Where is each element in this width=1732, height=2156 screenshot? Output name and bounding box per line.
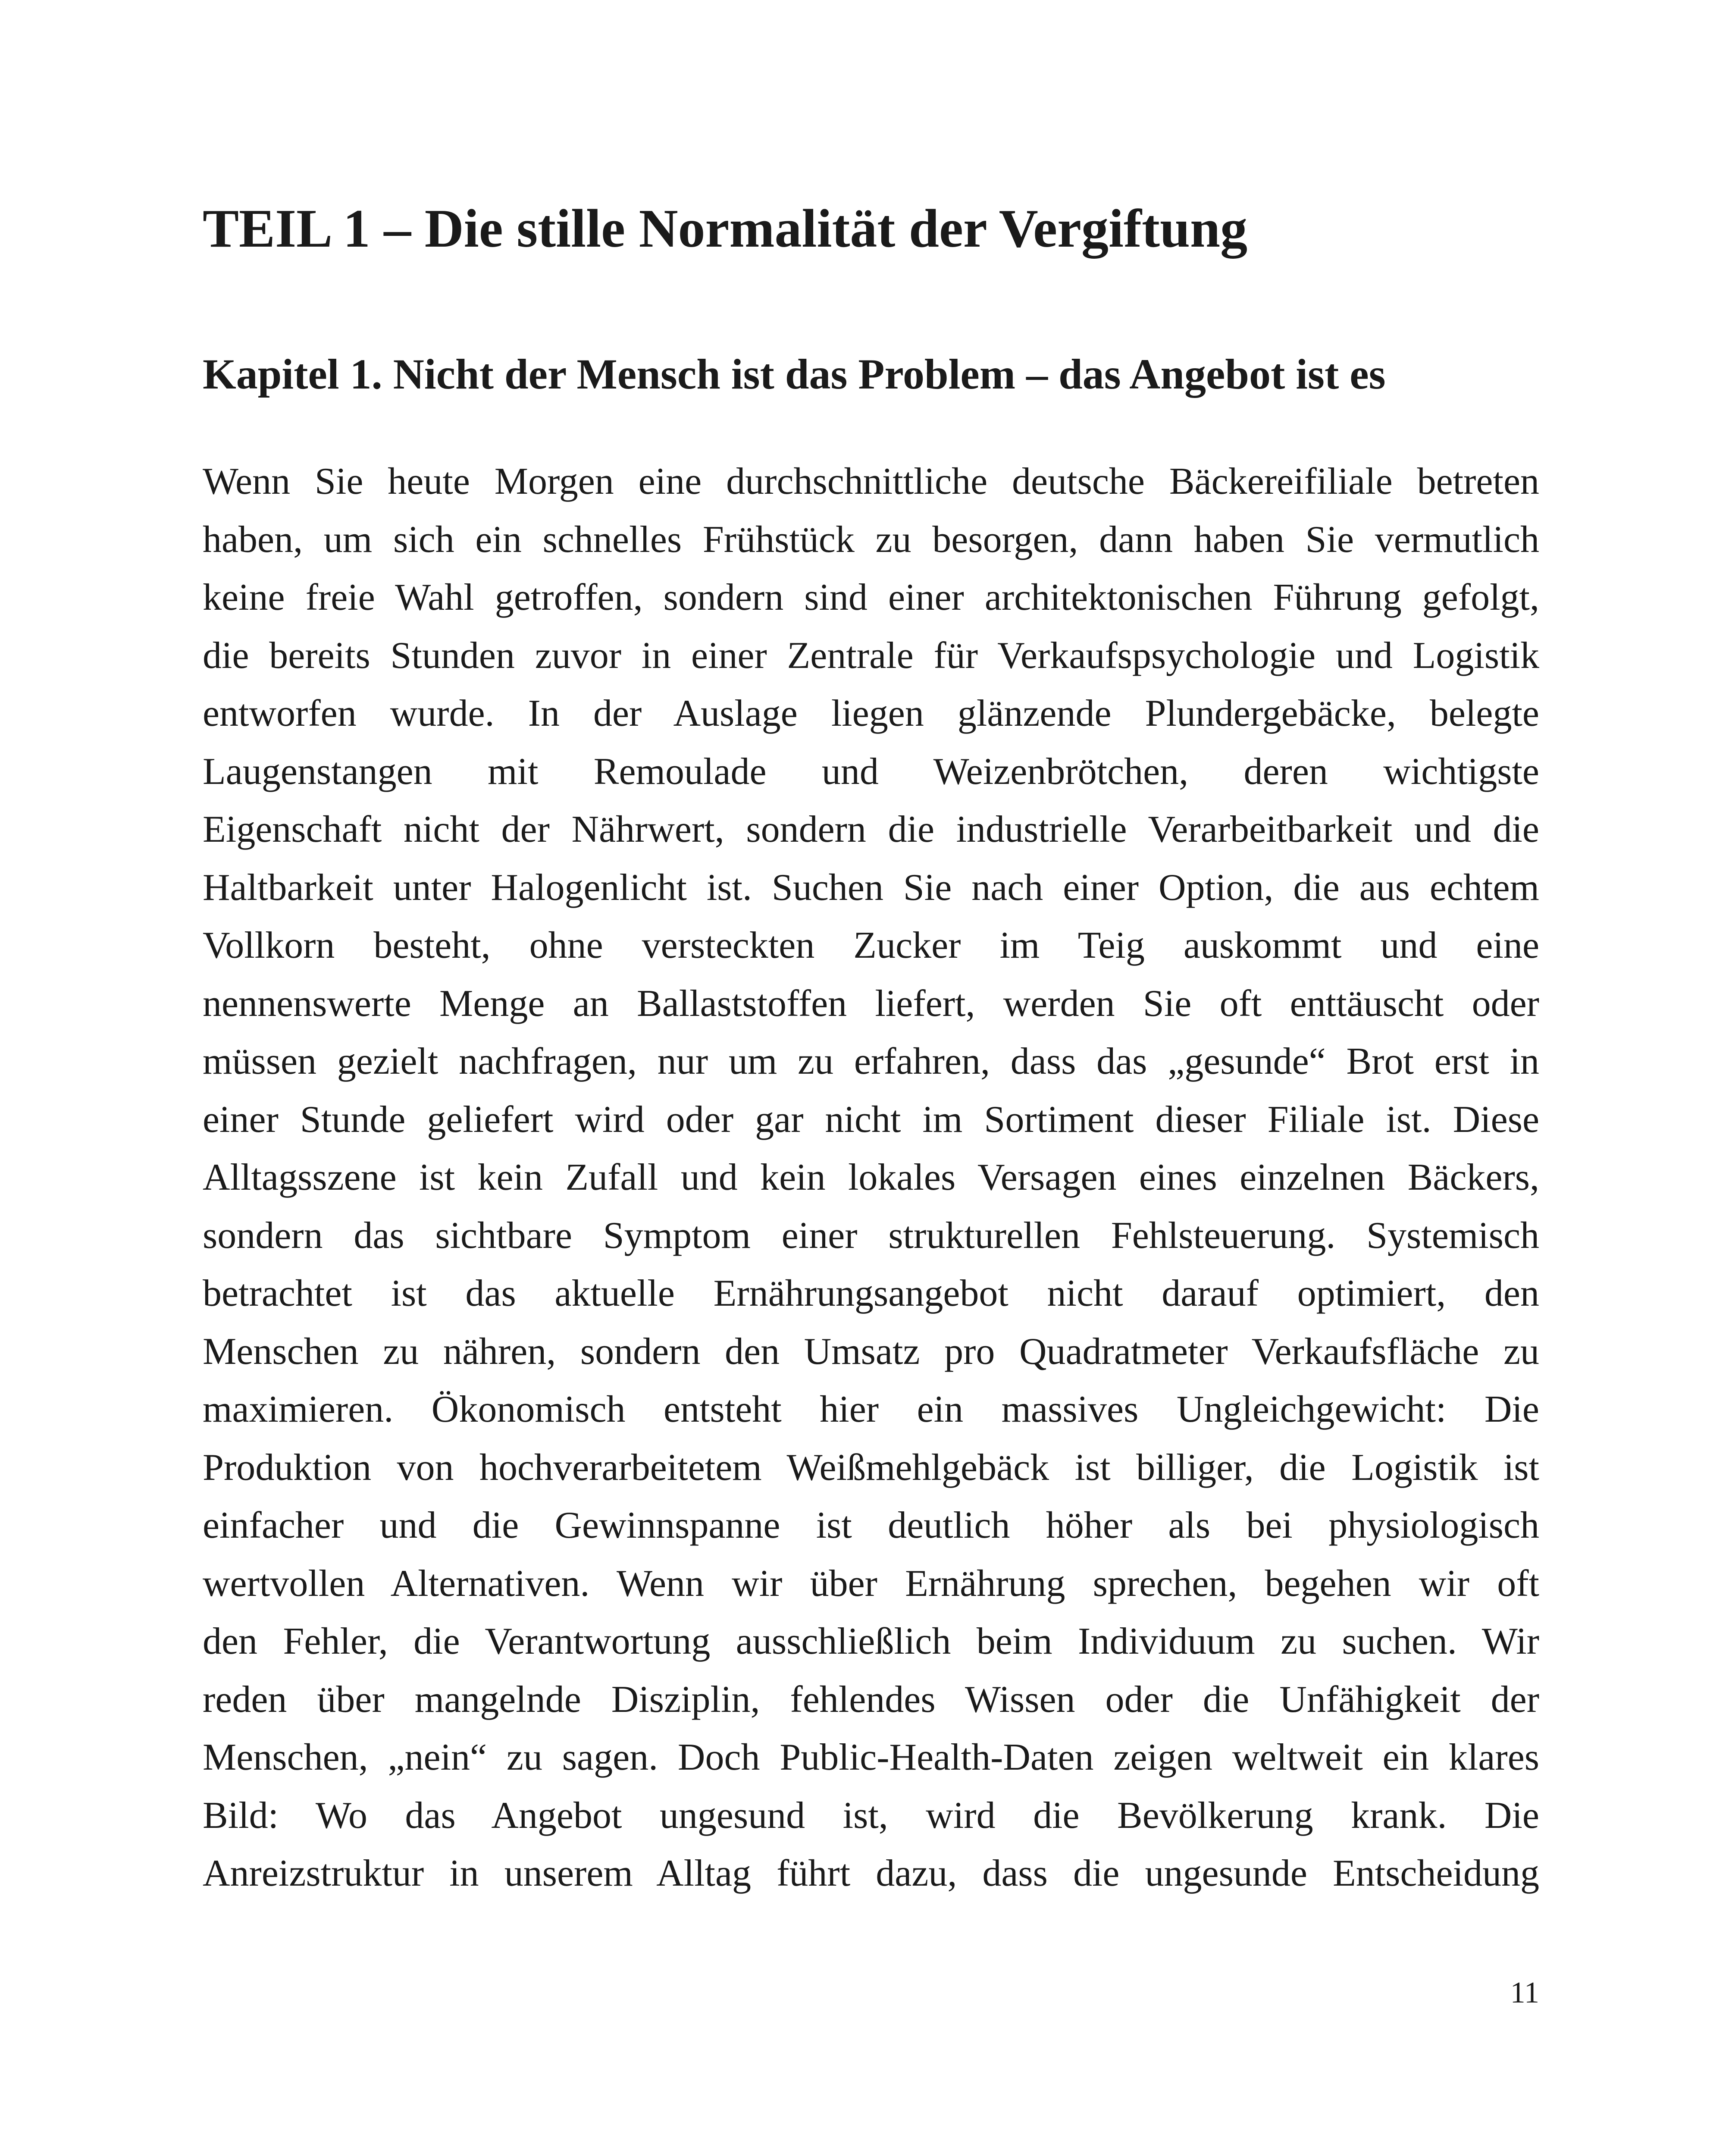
body-line: müssen gezielt nachfragen, nur um zu erfahren, dass das „gesunde“ Brot erst in: [203, 1040, 1539, 1082]
body-line: Produktion von hochverarbeitetem Weißmehlgebäck ist billiger, die Logistik ist: [203, 1446, 1539, 1489]
body-line: Haltbarkeit unter Halogenlicht ist. Suchen Sie nach einer Option, die aus echtem: [203, 866, 1539, 909]
body-line: nennenswerte Menge an Ballaststoffen liefert, werden Sie oft enttäuscht oder: [203, 982, 1539, 1025]
body-line: keine freie Wahl getroffen, sondern sind einer architektonischen Führung gefolgt,: [203, 577, 1539, 618]
body-line: betrachtet ist das aktuelle Ernährungsangebot nicht darauf optimiert, den: [203, 1272, 1539, 1314]
body-line: einfacher und die Gewinnspanne ist deutlich höher als bei physiologisch: [203, 1504, 1539, 1546]
body-line: einer Stunde geliefert wird oder gar nicht im Sortiment dieser Filiale ist. Diese: [203, 1098, 1539, 1141]
body-line: Menschen, „nein“ zu sagen. Doch Public-Health-Daten zeigen weltweit ein klares: [203, 1736, 1539, 1778]
body-line: Menschen zu nähren, sondern den Umsatz pro Quadratmeter Verkaufsfläche zu: [203, 1330, 1539, 1373]
body-line: Vollkorn besteht, ohne versteckten Zucker im Teig auskommt und eine: [203, 924, 1539, 966]
page-number: 11: [1510, 1976, 1539, 2009]
body-line: haben, um sich ein schnelles Frühstück zu besorgen, dann haben Sie vermutlich: [203, 518, 1539, 561]
body-line: reden über mangelnde Disziplin, fehlendes Wissen oder die Unfähigkeit der: [203, 1678, 1539, 1720]
body-line: Bild: Wo das Angebot ungesund ist, wird die Bevölkerung krank. Die: [203, 1794, 1539, 1836]
body-paragraph: [203, 453, 1539, 1903]
part-title: TEIL 1 – Die stille Normalität der Vergiftung: [203, 199, 1248, 259]
body-line: sondern das sichtbare Symptom einer strukturellen Fehlsteuerung. Systemisch: [203, 1214, 1539, 1257]
body-line: die bereits Stunden zuvor in einer Zentrale für Verkaufspsychologie und Logistik: [203, 634, 1539, 677]
body-line: den Fehler, die Verantwortung ausschließlich beim Individuum zu suchen. Wir: [203, 1620, 1539, 1662]
body-line: maximieren. Ökonomisch entsteht hier ein massives Ungleichgewicht: Die: [203, 1388, 1539, 1430]
body-line: Anreizstruktur in unserem Alltag führt dazu, dass die ungesunde Entscheidung: [203, 1852, 1539, 1894]
body-line: Eigenschaft nicht der Nährwert, sondern die industrielle Verarbeitbarkeit und die: [203, 808, 1539, 850]
chapter-title: Kapitel 1. Nicht der Mensch ist das Problem – das Angebot ist es: [203, 350, 1386, 398]
body-line: entworfen wurde. In der Auslage liegen glänzende Plundergebäcke, belegte: [203, 693, 1539, 734]
body-line: Wenn Sie heute Morgen eine durchschnittliche deutsche Bäckereifiliale betreten: [203, 461, 1539, 502]
body-line: Alltagsszene ist kein Zufall und kein lokales Versagen eines einzelnen Bäckers,: [203, 1156, 1539, 1198]
body-line: Laugenstangen mit Remoulade und Weizenbrötchen, deren wichtigste: [203, 750, 1539, 793]
body-line: wertvollen Alternativen. Wenn wir über Ernährung sprechen, begehen wir oft: [203, 1562, 1539, 1604]
